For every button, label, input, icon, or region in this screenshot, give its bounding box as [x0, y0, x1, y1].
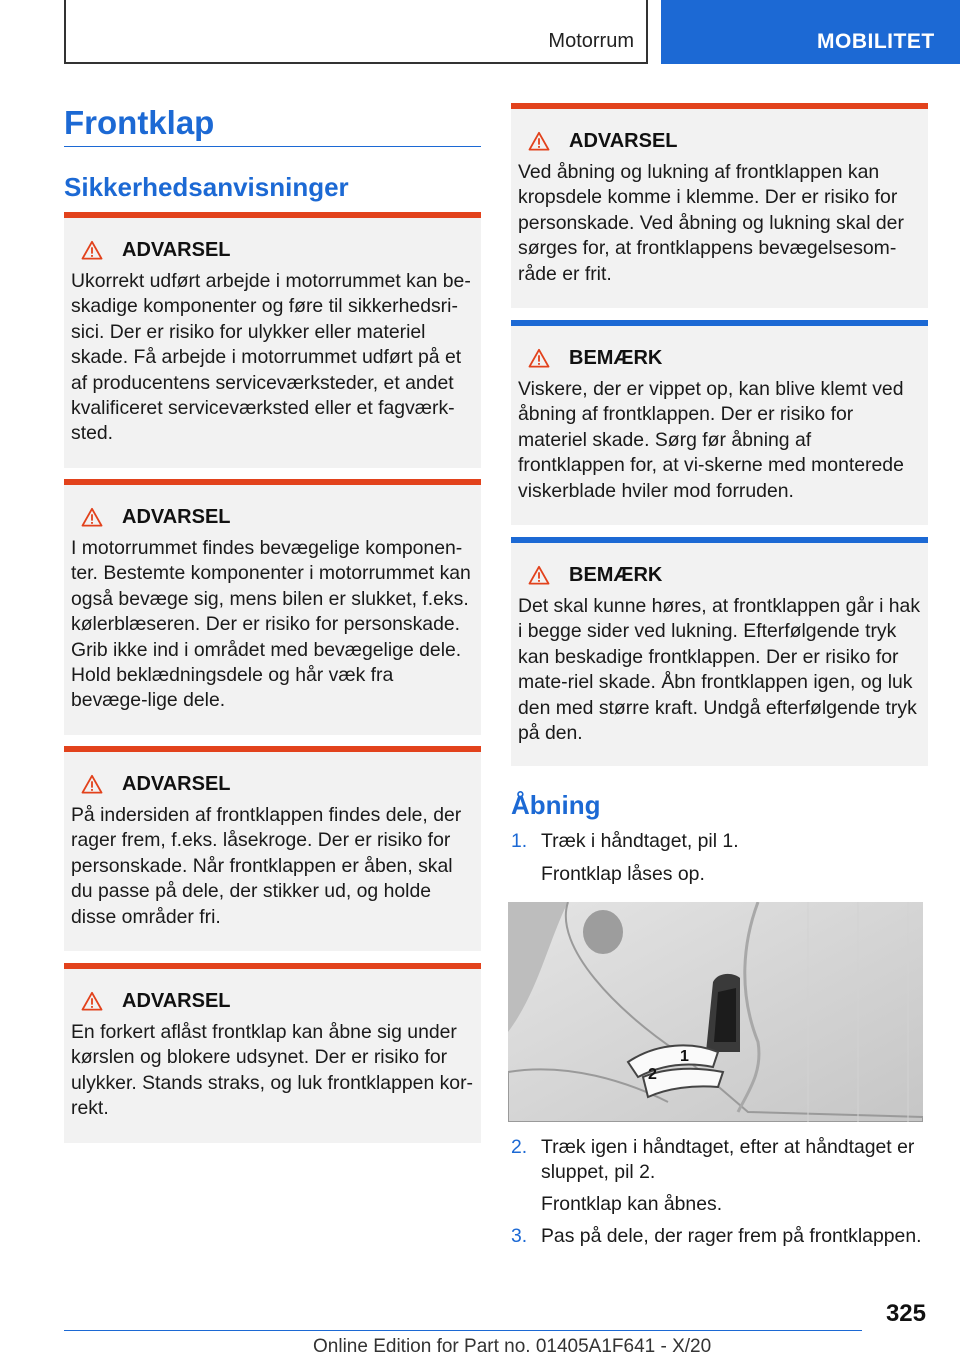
warning-label: ADVARSEL: [122, 505, 231, 528]
warning-triangle-icon: [81, 774, 103, 794]
warning-box-4: [64, 963, 481, 1143]
step-2-result: Frontklap kan åbnes.: [541, 1193, 723, 1215]
header-section-title: Motorrum: [548, 30, 634, 52]
note-box-2: [511, 537, 928, 766]
note-box-1: [511, 320, 928, 525]
warning-text: Ukorrekt udført arbejde i motorrummet kan be-skadige komponenter og føre til sikkerhedsri-sici. Der er risiko for ulykker eller materiel skade. Få arbejde i motorrummet udført på et af producentens serviceværksteder, et andet kvalificeret serviceværksted eller et fagværk-sted.: [71, 270, 471, 445]
title-divider: [64, 146, 481, 147]
footer-edition: Online Edition for Part no. 01405A1F641 - X/20: [313, 1336, 712, 1357]
warning-text: I motorrummet findes bevægelige komponen-ter. Bestemte komponenter i motorrummet kan også bevæge sig, mens bilen er slukket, f.eks. kølerblæseren. Der er risiko for personskade. Grib ikke ind i området med bevægelige dele. Hold beklædningsdele og hår væk fra bevæge-lige dele.: [71, 537, 471, 712]
warning-label: ADVARSEL: [122, 238, 231, 261]
warning-triangle-icon: [528, 348, 550, 368]
step-number: 3.: [511, 1225, 528, 1247]
warning-triangle-icon: [81, 240, 103, 260]
footer-divider: [64, 1330, 862, 1331]
header-section-tab: [64, 0, 648, 64]
warning-box-5: [511, 103, 928, 308]
warning-box-3: [64, 746, 481, 951]
step-1-result: Frontklap låses op.: [541, 863, 705, 885]
warning-box-2: [64, 479, 481, 735]
hood-release-figure: [508, 902, 923, 1122]
warning-triangle-icon: [81, 991, 103, 1011]
step-number: 2.: [511, 1136, 528, 1158]
section-heading-opening: Åbning: [511, 790, 601, 820]
header-chapter-tab: [661, 0, 960, 64]
warning-label: ADVARSEL: [569, 129, 678, 152]
page-title: Frontklap: [64, 104, 215, 141]
note-text: Viskere, der er vippet op, kan blive klemt ved åbning af frontklappen. Der er risiko for materiel skade. Sørg før åbning af frontklappen for, at vi-skerne med monterede viskerblade hviler mod forruden.: [518, 378, 904, 502]
warning-triangle-icon: [81, 507, 103, 527]
arrow-1-label: 1: [680, 1048, 689, 1065]
warning-label: ADVARSEL: [122, 772, 231, 795]
note-label: BEMÆRK: [569, 563, 663, 586]
step-text: Træk igen i håndtaget, efter at håndtaget er sluppet, pil 2.: [541, 1136, 915, 1184]
warning-text: På indersiden af frontklappen findes dele, der rager frem, f.eks. låsekroge. Der er risiko for personskade. Når frontklappen er åben, skal du passe på dele, der stikker ud, og holde disse områder fri.: [71, 804, 462, 928]
arrow-2-label: 2: [648, 1066, 657, 1083]
warning-text: En forkert aflåst frontklap kan åbne sig under kørslen og blokere udsynet. Der er risiko for ulykker. Stands straks, og luk frontklappen kor-rekt.: [71, 1021, 474, 1120]
warning-text: Ved åbning og lukning af frontklappen kan kropsdele komme i klemme. Der er risiko for personskade. Ved åbning og lukning skal der sørges for, at frontklappens bevægelsesom-råde er frit.: [518, 161, 904, 285]
header-chapter-title: MOBILITET: [817, 30, 935, 53]
note-text: Det skal kunne høres, at frontklappen går i hak i begge sider ved lukning. Efterfølgende tryk kan beskadige frontklappen. Der er risiko for mate-riel skade. Åbn frontklappen igen, og luk den med større kraft. Undgå efterfølgende tryk på den.: [518, 595, 921, 745]
step-text: Pas på dele, der rager frem på frontklappen.: [541, 1225, 922, 1247]
hood-release-lever-illustration: [508, 902, 923, 1122]
page-number: 325: [885, 1300, 926, 1327]
section-heading-safety: Sikkerhedsanvisninger: [64, 172, 349, 202]
note-label: BEMÆRK: [569, 346, 663, 369]
warning-triangle-icon: [528, 131, 550, 151]
step-number: 1.: [511, 830, 528, 852]
warning-triangle-icon: [528, 565, 550, 585]
warning-box-1: [64, 212, 481, 468]
warning-label: ADVARSEL: [122, 989, 231, 1012]
step-text: Træk i håndtaget, pil 1.: [541, 830, 739, 852]
